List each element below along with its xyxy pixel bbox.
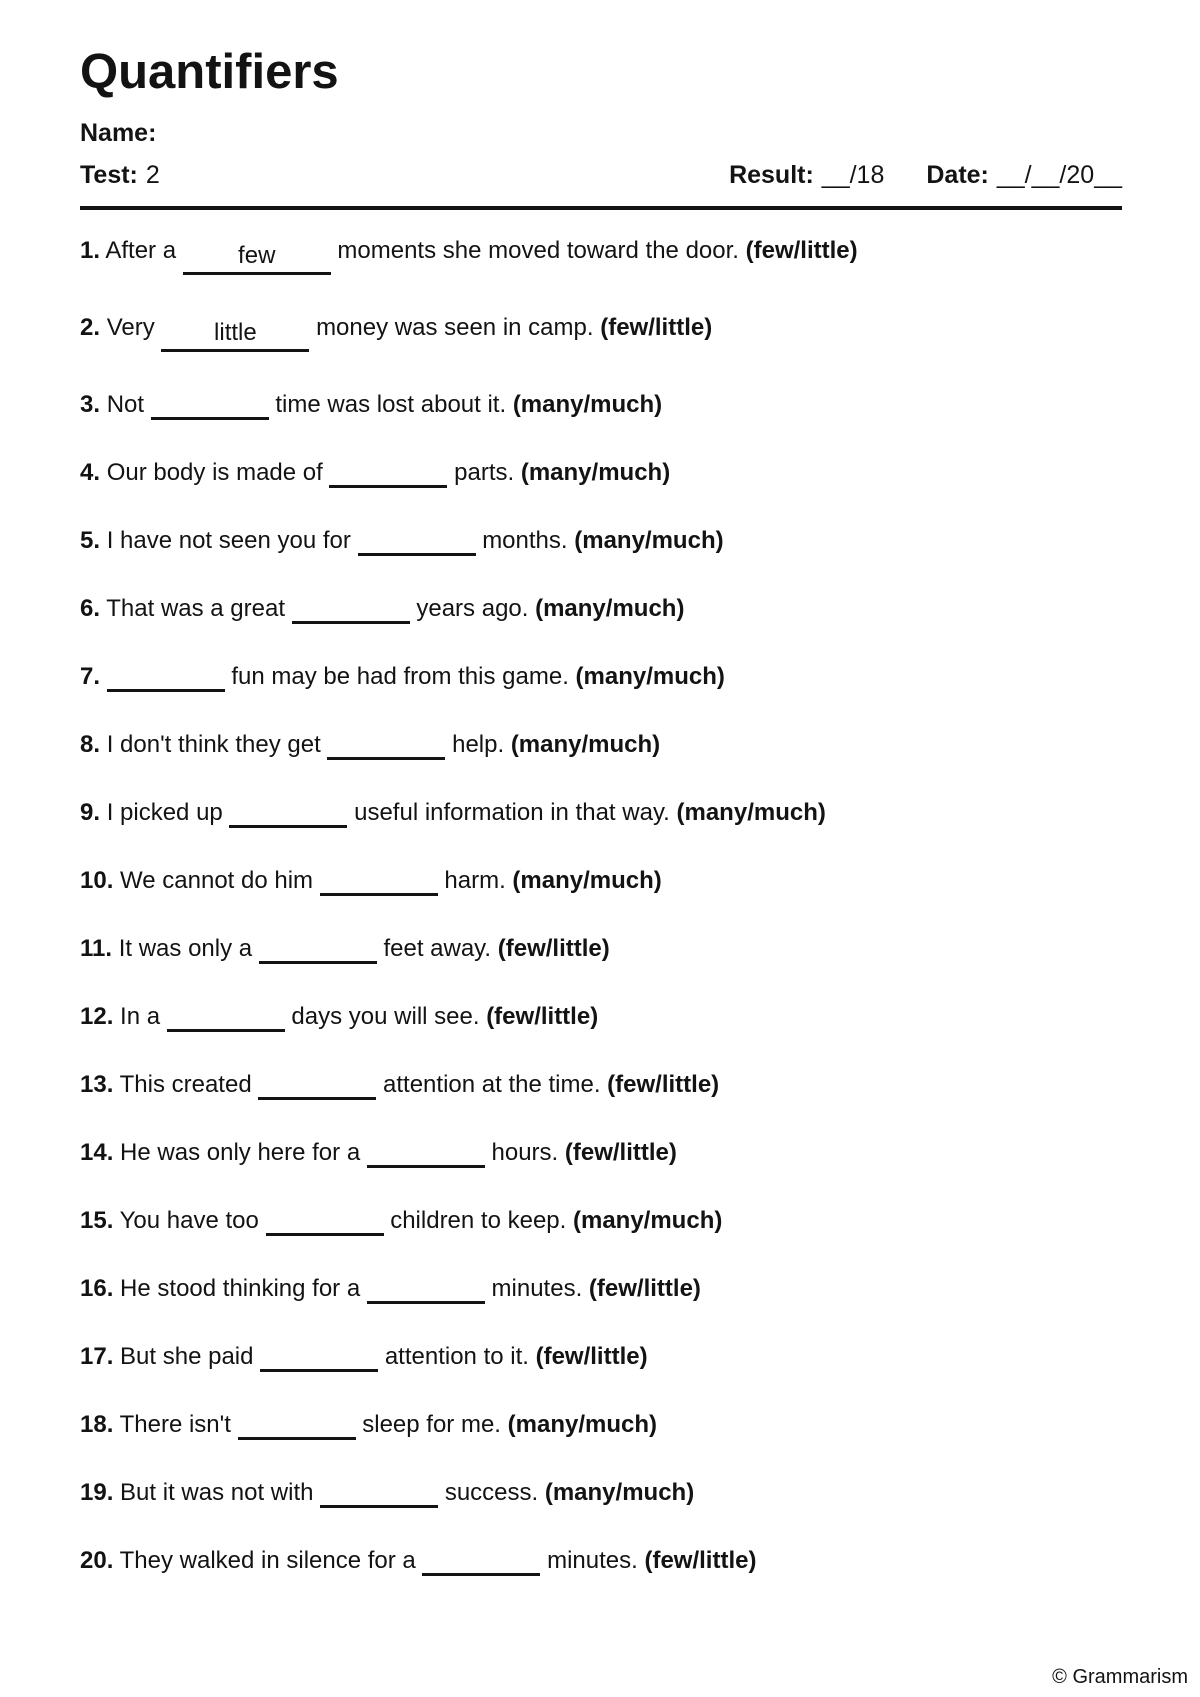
question-text-pre: But it was not with [120, 1479, 321, 1506]
answer-blank[interactable] [151, 392, 269, 420]
questions-list [80, 238, 1122, 1576]
question-row [80, 936, 1122, 964]
question-row [80, 1004, 1122, 1032]
question-number: 19. [80, 1479, 114, 1506]
question-number: 11. [80, 935, 113, 962]
meta-row [80, 160, 1122, 190]
answer-blank[interactable] [229, 800, 347, 828]
question-row [80, 732, 1122, 760]
result-label: Result: [729, 161, 814, 189]
question-number: 5. [80, 527, 101, 554]
question-text-pre: I picked up [106, 799, 230, 826]
question-number: 12. [80, 1003, 114, 1030]
header-divider [80, 206, 1122, 210]
question-text-post: days you will see. [291, 1003, 487, 1030]
choice-options: (many/much) [512, 867, 662, 894]
choice-options: (few/little) [564, 1139, 677, 1166]
question-text-post: success. [444, 1479, 545, 1506]
question-row [80, 1276, 1122, 1304]
question-text-post: feet away. [383, 935, 498, 962]
choice-options: (few/little) [486, 1003, 599, 1030]
question-number: 17. [80, 1343, 114, 1370]
question-text-pre: This created [119, 1071, 259, 1098]
answer-blank[interactable] [260, 1344, 378, 1372]
answer-blank[interactable] [367, 1276, 485, 1304]
question-number: 8. [80, 731, 101, 758]
result-value: __/18 [821, 161, 885, 189]
answer-text: few [238, 242, 276, 269]
question-text-pre: That was a great [106, 595, 292, 622]
question-text-post: harm. [444, 867, 513, 894]
answer-blank[interactable] [327, 732, 445, 760]
question-text-pre: In a [120, 1003, 167, 1030]
choice-options: (many/much) [575, 663, 725, 690]
choice-options: (many/much) [510, 731, 661, 758]
answer-blank[interactable] [320, 868, 438, 896]
question-row [80, 1480, 1122, 1508]
choice-options: (few/little) [607, 1071, 720, 1098]
question-text-pre: After a [105, 237, 183, 264]
page-title: Quantifiers [80, 45, 339, 99]
question-row [80, 1072, 1122, 1100]
date-value: __/__/20__ [996, 161, 1122, 189]
choice-options: (few/little) [497, 935, 610, 962]
question-text-post: useful information in that way. [354, 799, 677, 826]
question-row [80, 528, 1122, 556]
question-row [80, 315, 1122, 352]
choice-options: (many/much) [572, 1207, 723, 1234]
test-field [80, 160, 160, 190]
answer-blank[interactable] [107, 664, 225, 692]
question-text-post: help. [452, 731, 511, 758]
question-row [80, 1548, 1122, 1576]
question-number: 15. [80, 1207, 114, 1234]
question-number: 6. [80, 595, 101, 622]
question-number: 16. [80, 1275, 114, 1302]
choice-options: (many/much) [507, 1411, 658, 1438]
question-text-pre: There isn't [119, 1411, 238, 1438]
name-label: Name: [80, 119, 157, 147]
question-text-post: attention at the time. [383, 1071, 608, 1098]
question-text-pre: They walked in silence for a [119, 1547, 423, 1574]
question-text-post: moments she moved toward the door. [337, 237, 746, 264]
answer-blank[interactable] [183, 242, 331, 275]
answer-blank[interactable] [238, 1412, 356, 1440]
choice-options: (few/little) [745, 237, 858, 264]
choice-options: (many/much) [574, 527, 724, 554]
question-number: 7. [80, 663, 101, 690]
question-text-pre: Very [106, 314, 162, 341]
question-number: 2. [80, 314, 101, 341]
date-field [926, 160, 1122, 190]
question-text-post: years ago. [416, 595, 536, 622]
answer-blank[interactable] [329, 460, 447, 488]
question-text-post: months. [482, 527, 575, 554]
question-row [80, 1344, 1122, 1372]
question-text-post: minutes. [491, 1275, 589, 1302]
question-number: 18. [80, 1411, 114, 1438]
question-number: 9. [80, 799, 101, 826]
question-text-post: money was seen in camp. [316, 314, 601, 341]
question-row [80, 392, 1122, 420]
question-row [80, 238, 1122, 275]
question-text-pre: It was only a [118, 935, 259, 962]
name-row [80, 118, 1122, 148]
answer-blank[interactable] [422, 1548, 540, 1576]
choice-options: (many/much) [676, 799, 826, 826]
question-number: 13. [80, 1071, 114, 1098]
answer-blank[interactable] [266, 1208, 384, 1236]
question-text-post: hours. [491, 1139, 565, 1166]
question-text-pre: You have too [119, 1207, 266, 1234]
choice-options: (many/much) [544, 1479, 695, 1506]
question-text-pre: We cannot do him [120, 867, 320, 894]
question-text-post: children to keep. [390, 1207, 573, 1234]
question-text-pre: Not [106, 391, 151, 418]
choice-options: (many/much) [520, 459, 671, 486]
question-text-post: attention to it. [384, 1343, 536, 1370]
answer-blank[interactable] [292, 596, 410, 624]
question-row [80, 868, 1122, 896]
question-text-pre: I don't think they get [106, 731, 328, 758]
question-text-pre: He stood thinking for a [120, 1275, 367, 1302]
question-text-post: time was lost about it. [275, 391, 513, 418]
question-row [80, 1208, 1122, 1236]
question-number: 14. [80, 1139, 114, 1166]
question-row [80, 800, 1122, 828]
question-text-pre: He was only here for a [120, 1139, 367, 1166]
choice-options: (many/much) [512, 391, 663, 418]
choice-options: (few/little) [600, 314, 713, 341]
choice-options: (few/little) [588, 1275, 701, 1302]
answer-text: little [214, 319, 257, 346]
answer-blank[interactable] [161, 319, 309, 352]
choice-options: (few/little) [535, 1343, 648, 1370]
choice-options: (many/much) [535, 595, 685, 622]
answer-blank[interactable] [320, 1480, 438, 1508]
answer-blank[interactable] [358, 528, 476, 556]
question-text-post: parts. [454, 459, 521, 486]
test-label: Test: [80, 161, 138, 189]
question-text-pre: Our body is made of [106, 459, 330, 486]
date-label: Date: [926, 161, 989, 189]
question-text-post: fun may be had from this game. [231, 663, 576, 690]
question-row [80, 596, 1122, 624]
test-value: 2 [145, 161, 160, 189]
meta-right [729, 160, 1122, 190]
question-row [80, 1412, 1122, 1440]
copyright-footer: © Grammarism [1052, 1666, 1188, 1688]
question-number: 10. [80, 867, 114, 894]
question-text-post: sleep for me. [362, 1411, 508, 1438]
answer-blank[interactable] [367, 1140, 485, 1168]
question-row [80, 460, 1122, 488]
question-text-pre: I have not seen you for [106, 527, 358, 554]
question-number: 20. [80, 1547, 114, 1574]
answer-blank[interactable] [167, 1004, 285, 1032]
question-row [80, 1140, 1122, 1168]
choice-options: (few/little) [644, 1547, 757, 1574]
answer-blank[interactable] [259, 936, 377, 964]
question-number: 1. [80, 237, 101, 264]
question-text-pre: But she paid [120, 1343, 261, 1370]
question-row [80, 664, 1122, 692]
answer-blank[interactable] [258, 1072, 376, 1100]
question-number: 4. [80, 459, 101, 486]
question-text-post: minutes. [547, 1547, 645, 1574]
result-field [729, 160, 884, 190]
question-number: 3. [80, 391, 101, 418]
